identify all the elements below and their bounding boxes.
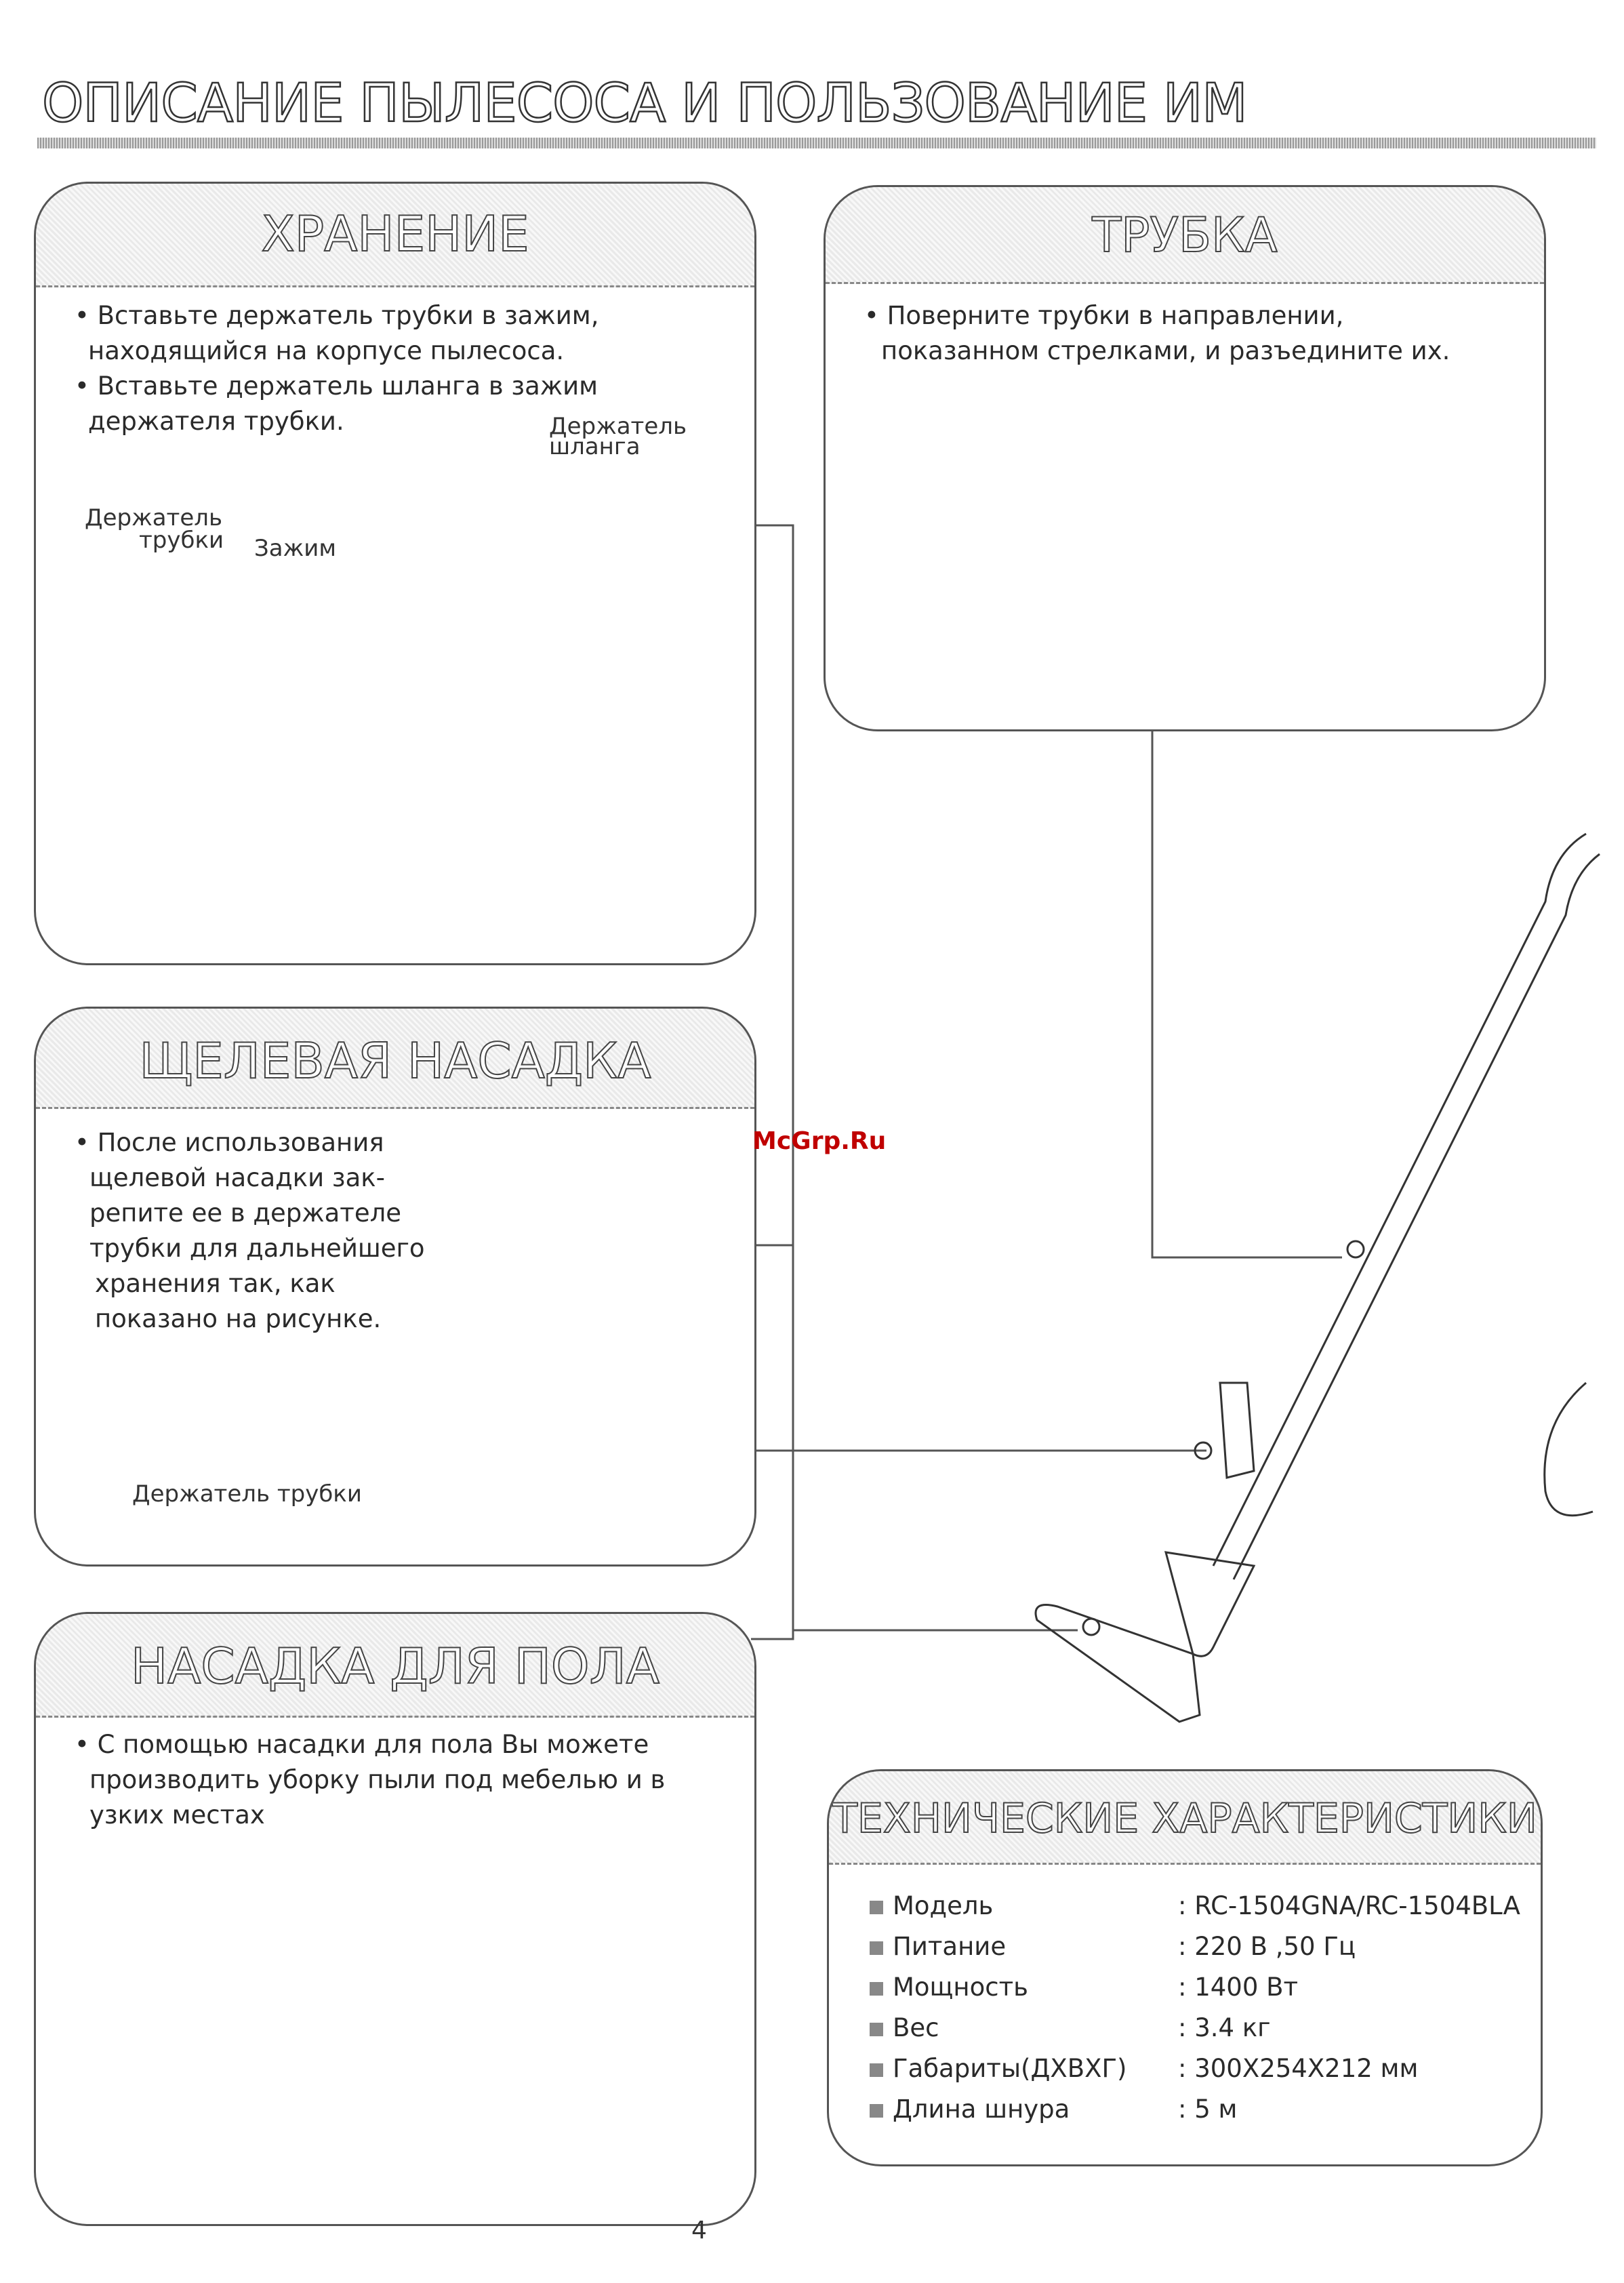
page-number: 4 bbox=[691, 2217, 707, 2244]
specs-heading: ТЕХНИЧЕСКИЕ ХАРАКТЕРИСТИКИ bbox=[832, 1795, 1537, 1842]
spec-value: : 5 м bbox=[1178, 2095, 1238, 2124]
spec-label: Вес bbox=[893, 2013, 939, 2042]
spec-label: Питание bbox=[893, 1932, 1007, 1961]
page-title: ОПИСАНИЕ ПЫЛЕСОСА И ПОЛЬЗОВАНИЕ ИМ bbox=[42, 73, 1247, 134]
storage-text bbox=[75, 298, 598, 439]
tube-header bbox=[826, 187, 1544, 284]
spec-value: : 3.4 кг bbox=[1178, 2013, 1271, 2042]
spec-value: : 1400 Вт bbox=[1178, 1973, 1299, 2002]
crevice-header bbox=[36, 1009, 754, 1109]
spec-row-wattage bbox=[870, 1973, 1299, 2002]
connector-floor-nozzle bbox=[793, 1630, 1078, 1639]
watermark: McGrp.Ru bbox=[752, 1127, 887, 1155]
crevice-heading: ЩЕЛЕВАЯ НАСАДКА bbox=[139, 1032, 651, 1089]
floor-card bbox=[34, 1612, 756, 2226]
crevice-line-4: трубки для дальнейшего bbox=[89, 1234, 425, 1263]
floor-line-2: производить уборку пыли под мебелью и в bbox=[89, 1765, 666, 1794]
crevice-line-5: хранения так, как bbox=[95, 1269, 336, 1298]
spec-row-model bbox=[870, 1891, 1520, 1920]
spec-row-weight bbox=[870, 2013, 1271, 2042]
floor-line-1: • С помощью насадки для пола Вы можете bbox=[75, 1730, 649, 1759]
floor-header bbox=[36, 1614, 754, 1718]
spec-label: Габариты(ДХВХГ) bbox=[893, 2054, 1127, 2083]
crevice-text bbox=[75, 1125, 425, 1337]
storage-line-2: находящийся на корпусе пылесоса. bbox=[88, 336, 565, 365]
label-hose-holder-1: Держатель bbox=[549, 413, 687, 440]
crevice-line-3: репите ее в держателе bbox=[89, 1198, 401, 1228]
spec-value: : 220 В ,50 Гц bbox=[1178, 1932, 1356, 1961]
label-crevice-tube-holder: Держатель трубки bbox=[132, 1480, 362, 1508]
connector-floor bbox=[751, 1451, 793, 1639]
floor-text bbox=[75, 1727, 665, 1833]
crevice-line-6: показано на рисунке. bbox=[95, 1304, 382, 1333]
tube-line-2: показанном стрелками, и разъедините их. bbox=[881, 336, 1450, 365]
tube-line-1: • Поверните трубки в направлении, bbox=[864, 301, 1344, 330]
floor-line-3: узких местах bbox=[89, 1800, 265, 1830]
connector-storage bbox=[751, 525, 793, 1451]
spec-label: Модель bbox=[893, 1891, 994, 1920]
storage-line-1: • Вставьте держатель трубки в зажим, bbox=[75, 301, 599, 330]
storage-header bbox=[36, 184, 754, 287]
specs-header bbox=[829, 1771, 1541, 1865]
label-hose-holder-2: шланга bbox=[549, 433, 641, 460]
tube-heading: ТРУБКА bbox=[1092, 207, 1278, 263]
spec-value: : 300Х254Х212 мм bbox=[1178, 2054, 1419, 2083]
storage-line-4: держателя трубки. bbox=[88, 407, 344, 436]
storage-heading: ХРАНЕНИЕ bbox=[261, 205, 529, 262]
spec-label: Длина шнура bbox=[893, 2095, 1070, 2124]
tube-text bbox=[864, 298, 1450, 369]
label-tube-holder-1: Держатель bbox=[85, 504, 223, 531]
tube-card bbox=[824, 185, 1546, 731]
crevice-line-2: щелевой насадки зак- bbox=[89, 1163, 385, 1192]
upright-vacuum-illustration bbox=[1036, 834, 1600, 1722]
spec-value: : RC-1504GNA/RC-1504BLA bbox=[1178, 1891, 1520, 1920]
floor-heading: НАСАДКА ДЛЯ ПОЛА bbox=[131, 1638, 659, 1695]
crevice-line-1: • После использования bbox=[75, 1128, 384, 1157]
label-clip: Зажим bbox=[254, 535, 337, 562]
label-tube-holder-2: трубки bbox=[139, 527, 224, 554]
connector-tube bbox=[1152, 727, 1342, 1257]
storage-line-3: • Вставьте держатель шланга в зажим bbox=[75, 371, 598, 401]
spec-row-dimensions bbox=[870, 2054, 1419, 2083]
spec-row-power bbox=[870, 1932, 1356, 1961]
spec-row-cord bbox=[870, 2095, 1238, 2124]
spec-label: Мощность bbox=[893, 1973, 1028, 2002]
